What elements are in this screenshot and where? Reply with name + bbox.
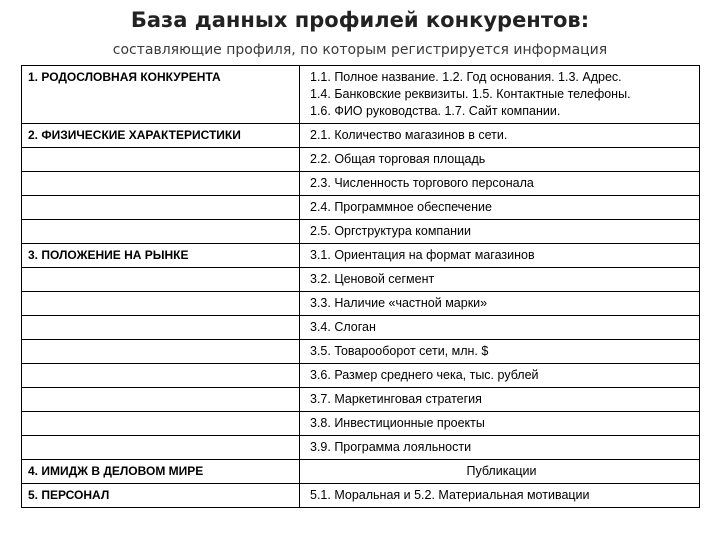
category-cell [22, 364, 300, 388]
table-row [22, 244, 700, 268]
category-cell: 3. ПОЛОЖЕНИЕ НА РЫНКЕ [22, 244, 300, 268]
category-cell: 1. РОДОСЛОВНАЯ КОНКУРЕНТА [22, 66, 300, 124]
item-cell: 3.5. Товарооборот сети, млн. $ [300, 340, 700, 364]
table-row [22, 220, 700, 244]
item-cell: 2.1. Количество магазинов в сети. [300, 124, 700, 148]
item-cell: 3.7. Маркетинговая стратегия [300, 388, 700, 412]
item-cell: 3.4. Слоган [300, 316, 700, 340]
table-row [22, 66, 700, 124]
item-cell: 5.1. Моральная и 5.2. Материальная мотивации [300, 484, 700, 508]
item-cell: 3.9. Программа лояльности [300, 436, 700, 460]
category-cell [22, 316, 300, 340]
item-cell: 3.2. Ценовой сегмент [300, 268, 700, 292]
category-cell [22, 340, 300, 364]
item-cell: 2.4. Программное обеспечение [300, 196, 700, 220]
category-cell [22, 220, 300, 244]
competitor-profile-table [21, 65, 700, 508]
category-cell: 4. ИМИДЖ В ДЕЛОВОМ МИРЕ [22, 460, 300, 484]
item-line: 1.1. Полное название. 1.2. Год основания. 1.3. Адрес. [310, 70, 622, 84]
item-cell: Публикации [300, 460, 700, 484]
category-cell [22, 172, 300, 196]
item-cell: 2.2. Общая торговая площадь [300, 148, 700, 172]
table-row [22, 148, 700, 172]
page-subtitle: составляющие профиля, по которым регистрируется информация [112, 42, 608, 58]
item-line: 1.4. Банковские реквизиты. 1.5. Контактные телефоны. [310, 87, 631, 101]
table-row [22, 196, 700, 220]
table-row [22, 340, 700, 364]
item-line: 1.6. ФИО руководства. 1.7. Сайт компании. [310, 104, 561, 118]
category-cell [22, 148, 300, 172]
page-title: База данных профилей конкурентов: [130, 8, 590, 32]
table-row [22, 316, 700, 340]
category-cell: 5. ПЕРСОНАЛ [22, 484, 300, 508]
table-row [22, 412, 700, 436]
item-cell: 2.3. Численность торгового персонала [300, 172, 700, 196]
category-cell [22, 196, 300, 220]
item-cell: 3.3. Наличие «частной марки» [300, 292, 700, 316]
table-row [22, 172, 700, 196]
item-cell: 3.8. Инвестиционные проекты [300, 412, 700, 436]
category-cell [22, 268, 300, 292]
category-cell [22, 292, 300, 316]
table-row [22, 436, 700, 460]
category-cell [22, 412, 300, 436]
item-cell: 3.6. Размер среднего чека, тыс. рублей [300, 364, 700, 388]
item-cell: 3.1. Ориентация на формат магазинов [300, 244, 700, 268]
table-row [22, 268, 700, 292]
item-cell [300, 66, 700, 124]
table-row [22, 460, 700, 484]
table-row [22, 484, 700, 508]
table-row [22, 124, 700, 148]
category-cell [22, 388, 300, 412]
table-row [22, 388, 700, 412]
table-row [22, 364, 700, 388]
item-cell: 2.5. Оргструктура компании [300, 220, 700, 244]
category-cell: 2. ФИЗИЧЕСКИЕ ХАРАКТЕРИСТИКИ [22, 124, 300, 148]
category-cell [22, 436, 300, 460]
table-row [22, 292, 700, 316]
